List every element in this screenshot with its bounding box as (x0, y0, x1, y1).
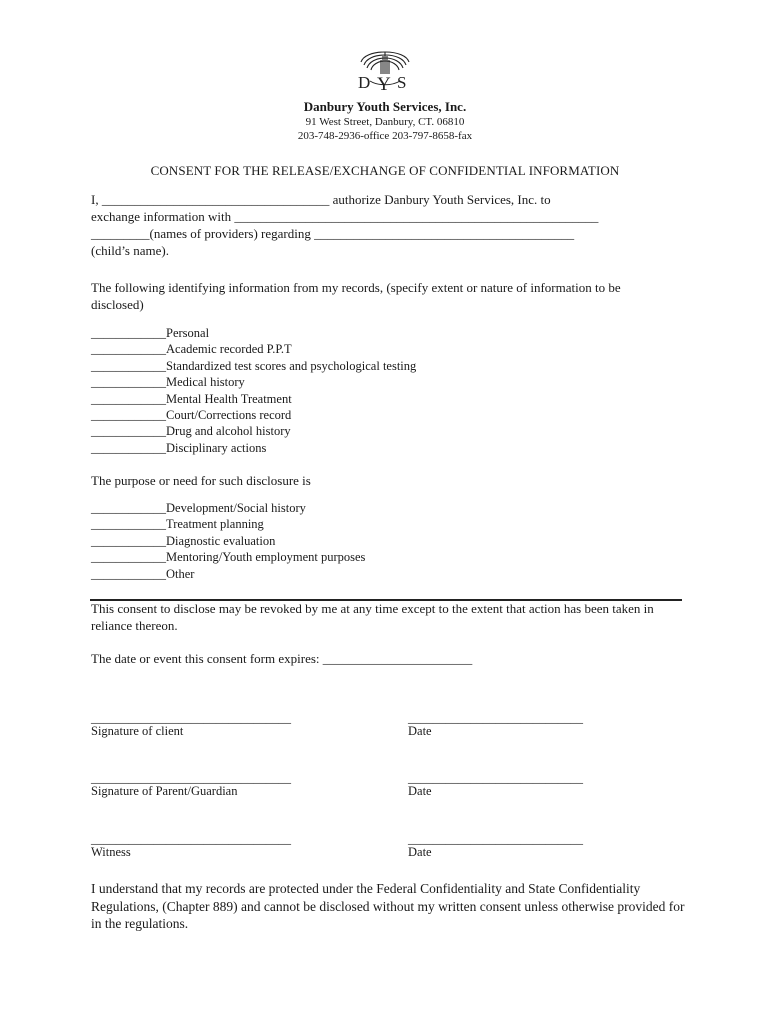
list-item[interactable]: ____________Standardized test scores and psychological testing (91, 358, 417, 373)
organization-phone: 203-748-2936-office 203-797-8658-fax (297, 130, 473, 142)
client-signature-label: Signature of client (91, 724, 184, 738)
purpose-checklist (91, 500, 365, 582)
witness-date-line[interactable]: ____________________________ (408, 832, 583, 846)
list-item[interactable]: ____________Mentoring/Youth employment purposes (91, 550, 366, 565)
parent-signature-label: Signature of Parent/Guardian (91, 784, 238, 798)
purpose-intro: The purpose or need for such disclosure is (91, 473, 311, 488)
organization-address: 91 West Street, Danbury, CT. 06810 (305, 116, 465, 128)
svg-text:S: S (397, 73, 407, 92)
svg-text:D: D (358, 73, 371, 92)
list-item[interactable]: ____________Drug and alcohol history (91, 424, 291, 439)
list-item[interactable]: ____________Treatment planning (91, 517, 264, 532)
authorization-line-2[interactable]: exchange information with ________________________________________________________ (91, 209, 599, 224)
list-item[interactable]: ____________Medical history (91, 375, 245, 390)
list-item[interactable]: ____________Court/Corrections record (91, 408, 292, 423)
authorization-line-3[interactable]: _________(names of providers) regarding ________________________________________ (91, 226, 575, 241)
list-item[interactable]: ____________Personal (91, 326, 210, 340)
parent-signature-line[interactable]: ________________________________ (91, 771, 291, 785)
authorization-line-4: (child’s name). (91, 243, 169, 258)
list-item[interactable]: ____________Other (91, 566, 195, 581)
witness-signature-label: Witness (91, 845, 131, 859)
list-item[interactable]: ____________Development/Social history (91, 501, 306, 515)
dys-tree-logo-icon (350, 46, 420, 94)
authorization-line-1[interactable]: I, ___________________________________ authorize Danbury Youth Services, Inc. to (91, 192, 551, 207)
revocation-text: This consent to disclose may be revoked by me at any time except to the extent that action has been taken in reliance thereon. (91, 601, 654, 633)
witness-signature-line[interactable]: ________________________________ (91, 832, 291, 846)
parent-date-line[interactable]: ____________________________ (408, 771, 583, 785)
witness-date-label: Date (408, 845, 432, 859)
info-checklist (91, 325, 416, 456)
client-date-label: Date (408, 724, 432, 738)
client-signature-line[interactable]: ________________________________ (91, 711, 291, 725)
confidentiality-statement: I understand that my records are protected under the Federal Confidentiality and State Confidentiality Regulations, (Chapter 889) and cannot be disclosed without my written consent unless otherwise provided for in the regulations. (91, 881, 685, 931)
info-intro: The following identifying information from my records, (specify extent or nature of information to be disclosed) (91, 280, 621, 312)
list-item[interactable]: ____________Academic recorded P.P.T (91, 342, 292, 357)
organization-name: Danbury Youth Services, Inc. (303, 99, 467, 114)
form-title: CONSENT FOR THE RELEASE/EXCHANGE OF CONFIDENTIAL INFORMATION (150, 163, 620, 178)
expiry-field[interactable]: The date or event this consent form expires: _______________________ (91, 651, 473, 666)
parent-date-label: Date (408, 784, 432, 798)
list-item[interactable]: ____________Diagnostic evaluation (91, 533, 276, 548)
list-item[interactable]: ____________Disciplinary actions (91, 440, 267, 455)
list-item[interactable]: ____________Mental Health Treatment (91, 391, 292, 406)
client-date-line[interactable]: ____________________________ (408, 711, 583, 725)
svg-text:Y: Y (377, 74, 391, 94)
